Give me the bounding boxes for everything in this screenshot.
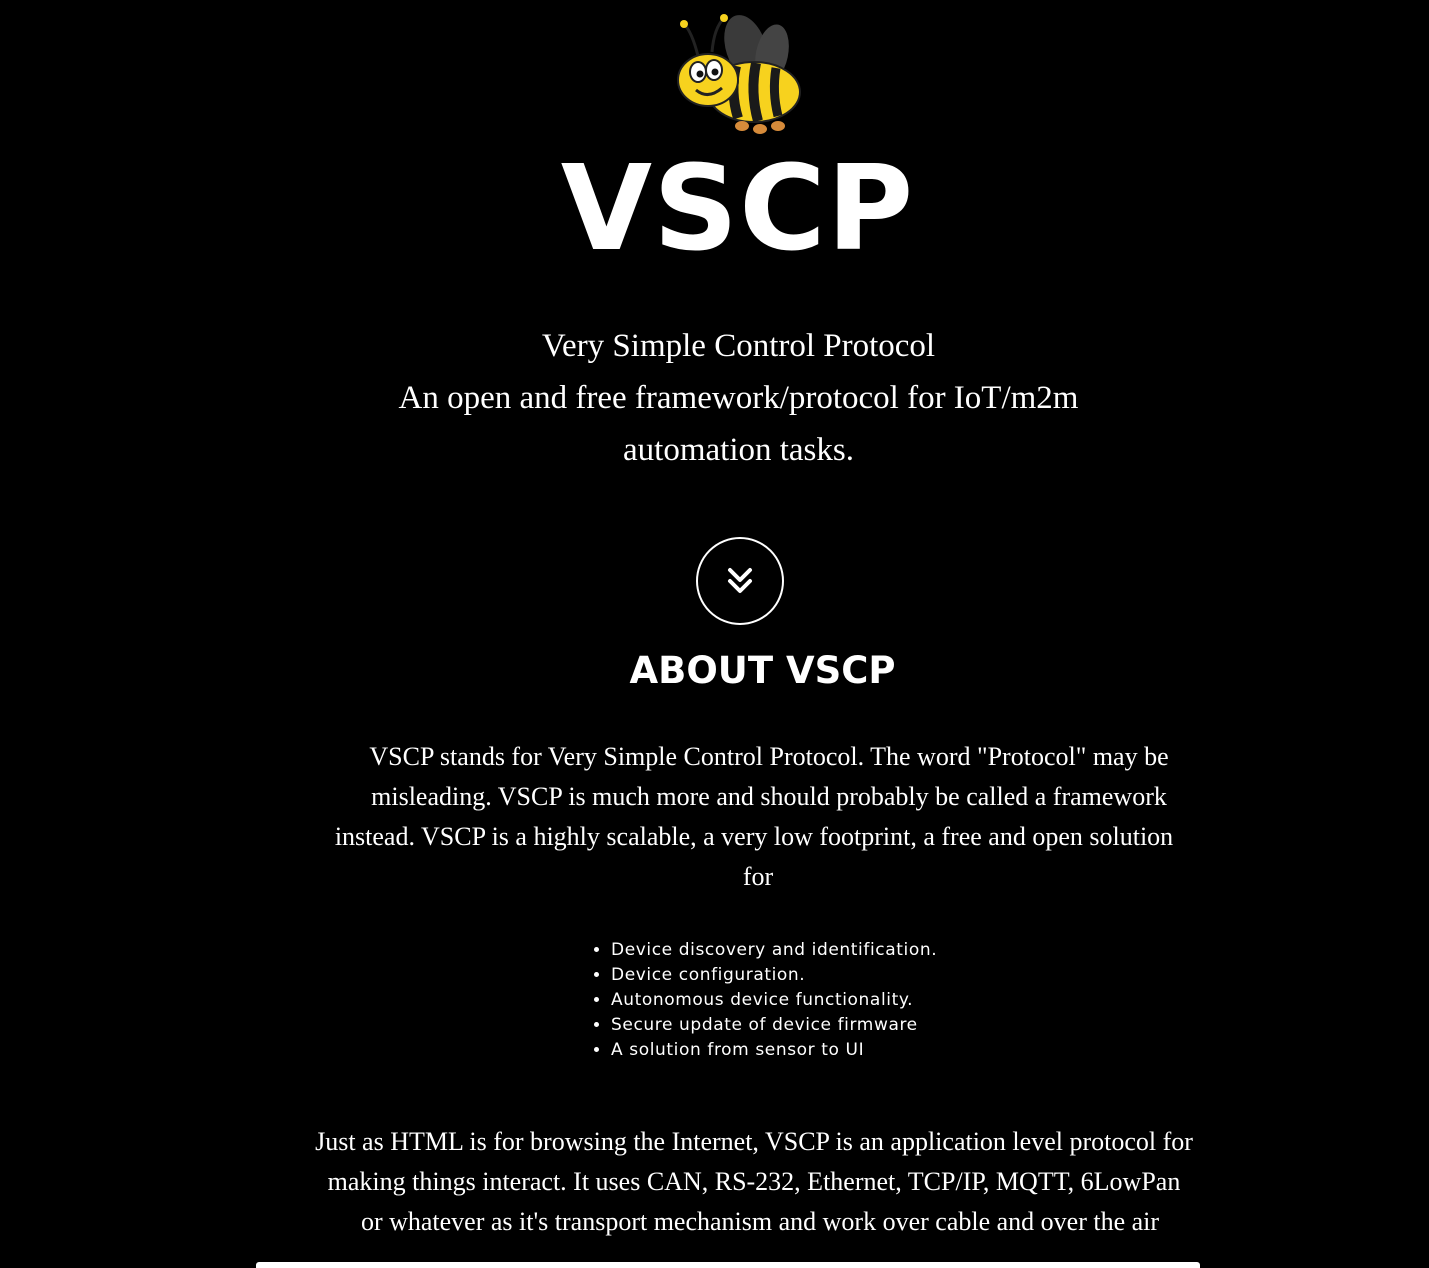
list-item: • Autonomous device functionality. <box>611 988 937 1013</box>
paragraph-line: making things interact. It uses CAN, RS-232, Ethernet, TCP/IP, MQTT, 6LowPan <box>327 1167 1181 1196</box>
paragraph-line: for <box>742 862 774 891</box>
bee-logo <box>668 6 808 138</box>
paragraph-line: or whatever as it's transport mechanism and work over cable and over the air <box>360 1207 1160 1236</box>
hero-tagline <box>0 320 1429 476</box>
paragraph-line: Just as HTML is for browsing the Internet, VSCP is an application level protocol for <box>315 1127 1193 1156</box>
double-chevron-down-icon <box>722 563 758 599</box>
paragraph-line: VSCP stands for Very Simple Control Protocol. The word "Protocol" may be <box>369 742 1169 771</box>
section-divider <box>256 1262 1200 1268</box>
tagline-line: An open and free framework/protocol for IoT/m2m <box>398 380 1079 416</box>
about-second-paragraph <box>296 1122 1212 1242</box>
paragraph-line: misleading. VSCP is much more and should probably be called a framework <box>371 782 1167 811</box>
list-item: • A solution from sensor to UI <box>611 1038 937 1063</box>
list-item: • Device configuration. <box>611 963 937 988</box>
feature-list <box>590 938 937 1063</box>
list-item: • Secure update of device firmware <box>611 1013 937 1038</box>
bee-mascot-icon <box>668 6 808 138</box>
list-item: • Device discovery and identification. <box>611 938 937 963</box>
tagline-line: Very Simple Control Protocol <box>541 328 936 364</box>
about-section-title: ABOUT VSCP <box>629 649 896 692</box>
scroll-down-button[interactable] <box>696 537 784 625</box>
tagline-line: automation tasks. <box>623 432 854 468</box>
site-brand-title: VSCP <box>560 139 915 277</box>
about-intro-paragraph <box>296 737 1212 897</box>
paragraph-line: instead. VSCP is a highly scalable, a very low footprint, a free and open solution <box>334 822 1174 851</box>
